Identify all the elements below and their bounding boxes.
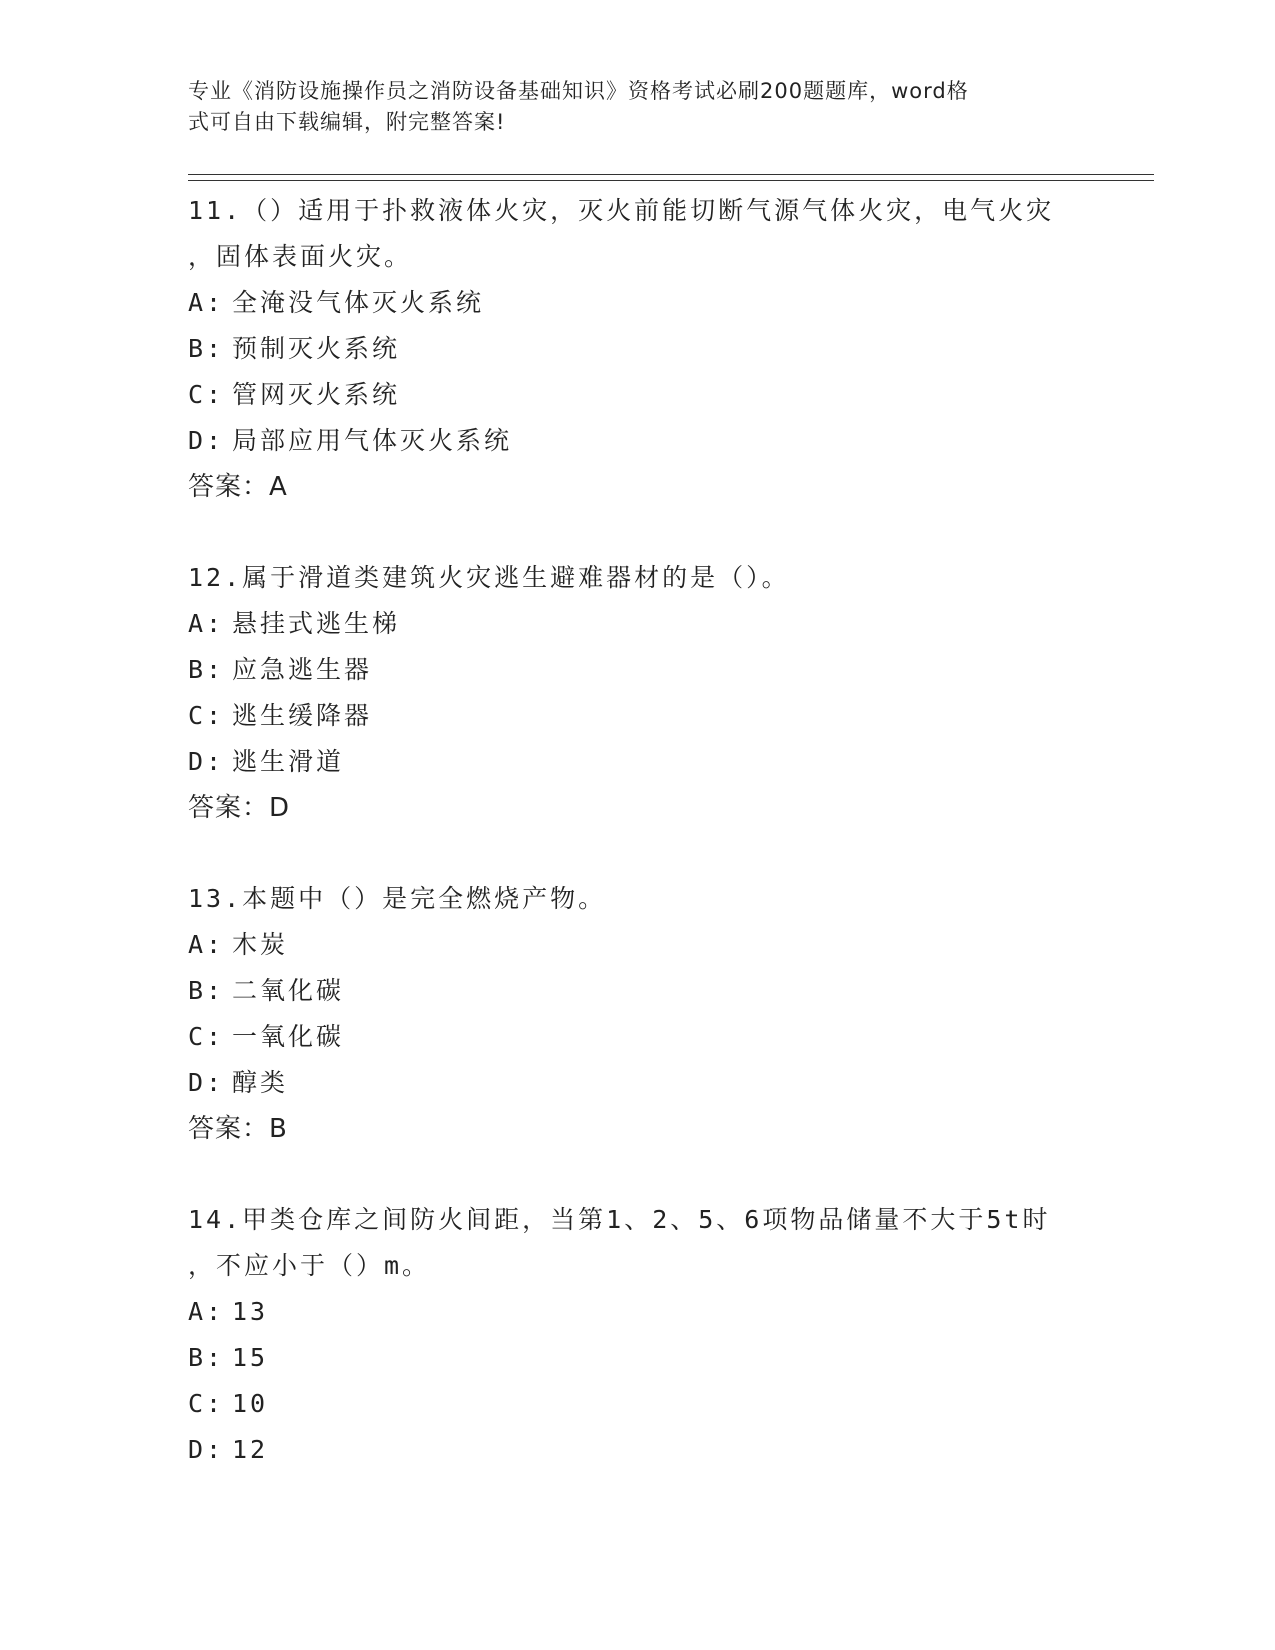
option-key: A:	[188, 288, 225, 317]
option-key: C:	[188, 380, 225, 409]
question-stem-line-2: ，不应小于（）m。	[188, 1251, 431, 1280]
answer-label: 答案：B	[188, 1114, 288, 1144]
question-stem-line-1: 14.甲类仓库之间防火间距，当第1、2、5、6项物品储量不大于5t时	[188, 1205, 1051, 1234]
option-key: B:	[188, 334, 225, 363]
question-stem-line-1: 12.属于滑道类建筑火灾逃生避难器材的是（）。	[188, 563, 790, 592]
option-a	[188, 1289, 1148, 1335]
option-a	[188, 601, 1148, 647]
option-key: B:	[188, 976, 225, 1005]
option-key: B:	[188, 655, 225, 684]
option-text: 13	[232, 1297, 269, 1326]
question-11	[188, 188, 1148, 510]
option-key: A:	[188, 609, 225, 638]
option-b	[188, 968, 1148, 1014]
option-c	[188, 1381, 1148, 1427]
question-13	[188, 876, 1148, 1152]
option-text: 预制灭火系统	[232, 334, 401, 363]
option-d	[188, 1427, 1148, 1473]
option-key: A:	[188, 930, 225, 959]
option-c	[188, 693, 1148, 739]
option-text: 悬挂式逃生梯	[232, 609, 401, 638]
option-text: 15	[232, 1343, 269, 1372]
option-key: A:	[188, 1297, 225, 1326]
answer-label: 答案：D	[188, 793, 291, 823]
intro-line-2: 式可自由下载编辑，附完整答案!	[188, 110, 506, 134]
option-b	[188, 647, 1148, 693]
question-stem-line-1: 11.（）适用于扑救液体火灾，灭火前能切断气源气体火灾，电气火灾	[188, 196, 1055, 225]
question-12	[188, 555, 1148, 831]
question-14	[188, 1197, 1148, 1473]
question-list	[188, 188, 1148, 1518]
header-divider-top	[188, 174, 1154, 175]
option-d	[188, 739, 1148, 785]
option-text: 醇类	[232, 1068, 289, 1097]
option-text: 全淹没气体灭火系统	[232, 288, 485, 317]
option-key: D:	[188, 747, 225, 776]
option-b	[188, 1335, 1148, 1381]
option-text: 逃生滑道	[232, 747, 345, 776]
option-c	[188, 372, 1148, 418]
document-header	[188, 76, 1068, 138]
option-d	[188, 418, 1148, 464]
option-text: 局部应用气体灭火系统	[232, 426, 513, 455]
option-text: 应急逃生器	[232, 655, 373, 684]
option-d	[188, 1060, 1148, 1106]
question-stem-line-1: 13.本题中（）是完全燃烧产物。	[188, 884, 607, 913]
option-b	[188, 326, 1148, 372]
option-text: 逃生缓降器	[232, 701, 373, 730]
intro-line-1: 专业《消防设施操作员之消防设备基础知识》资格考试必刷200题题库，word格	[188, 79, 969, 103]
option-a	[188, 280, 1148, 326]
option-key: D:	[188, 1435, 225, 1464]
answer-label: 答案：A	[188, 472, 288, 502]
option-key: D:	[188, 426, 225, 455]
option-text: 管网灭火系统	[232, 380, 401, 409]
header-divider-bottom	[188, 180, 1154, 181]
option-text: 12	[232, 1435, 269, 1464]
option-key: C:	[188, 1389, 225, 1418]
option-key: C:	[188, 1022, 225, 1051]
option-key: B:	[188, 1343, 225, 1372]
option-key: D:	[188, 1068, 225, 1097]
option-text: 二氧化碳	[232, 976, 345, 1005]
option-text: 木炭	[232, 930, 289, 959]
option-text: 一氧化碳	[232, 1022, 345, 1051]
option-text: 10	[232, 1389, 269, 1418]
option-key: C:	[188, 701, 225, 730]
option-c	[188, 1014, 1148, 1060]
question-stem-line-2: ，固体表面火灾。	[188, 242, 413, 271]
option-a	[188, 922, 1148, 968]
